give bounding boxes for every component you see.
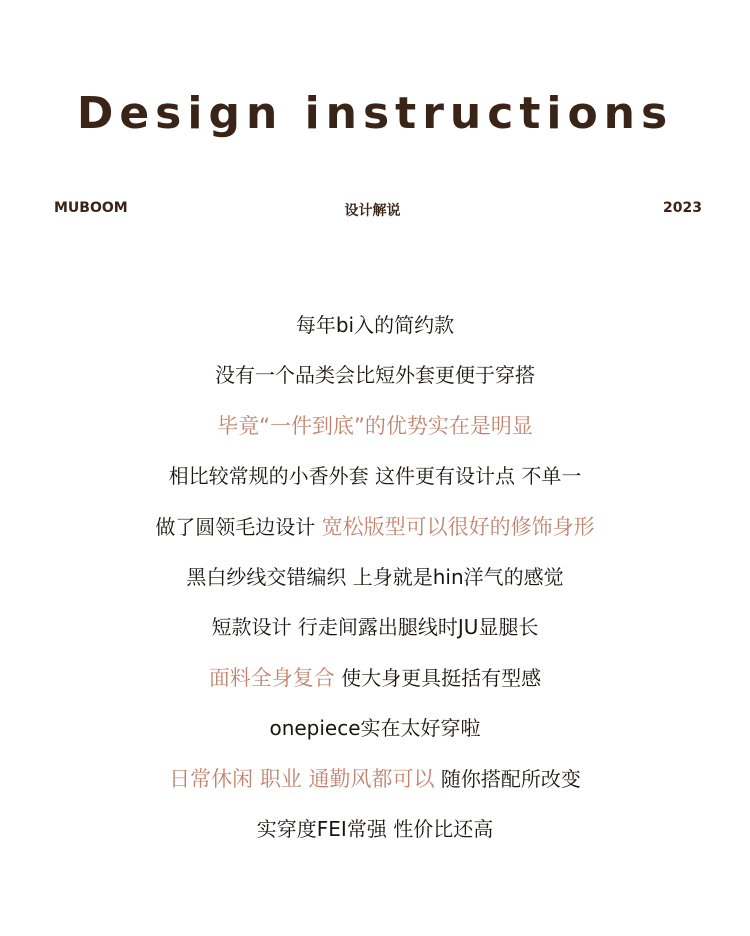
description-line — [0, 713, 750, 763]
body-text: 实穿度FEI常强 性价比还高 — [256, 816, 494, 841]
body-text: 随你搭配所改变 — [434, 766, 581, 791]
description-line — [0, 612, 750, 662]
description-line — [0, 411, 750, 461]
description-line — [0, 360, 750, 410]
section-label: 设计解说 — [344, 203, 401, 219]
description-line — [0, 512, 750, 562]
highlight-text: 宽松版型可以很好的修饰身形 — [321, 514, 595, 539]
highlight-text: 面料全身复合 — [208, 665, 335, 690]
brand-label: MUBOOM — [54, 200, 128, 216]
body-text: 相比较常规的小香外套 这件更有设计点 不单一 — [168, 464, 582, 489]
body-text: 短款设计 行走间露出腿线时JU显腿长 — [211, 615, 539, 640]
description-line — [0, 562, 750, 612]
description-line — [0, 461, 750, 511]
highlight-text: 毕竟“一件到底”的优势实在是明显 — [217, 413, 533, 438]
description-line — [0, 764, 750, 814]
body-text: 使大身更具挺括有型感 — [334, 665, 542, 690]
body-text: 没有一个品类会比短外套更便于穿搭 — [215, 363, 535, 388]
description-line — [0, 310, 750, 360]
body-text: 做了圆领毛边设计 — [155, 514, 322, 539]
description-line — [0, 663, 750, 713]
highlight-text: 日常休闲 职业 通勤风都可以 — [169, 766, 435, 791]
body-text: 每年bi入的简约款 — [295, 313, 455, 337]
body-text: 黑白纱线交错编织 上身就是hin洋气的感觉 — [186, 564, 564, 589]
body-text: onepiece实在太好穿啦 — [269, 716, 481, 741]
description-line — [0, 814, 750, 864]
description-lines — [0, 310, 750, 864]
year-label: 2023 — [663, 200, 702, 216]
page-title: Design instructions — [76, 88, 674, 139]
